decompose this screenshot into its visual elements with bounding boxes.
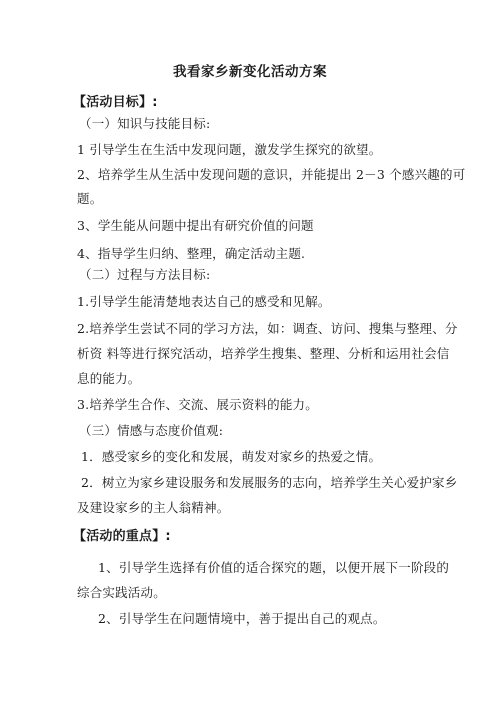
section2-item-2-end: 息的能力。 [77, 371, 141, 386]
key-points-heading: 【活动的重点】: [73, 529, 171, 544]
key-point-1-continued: 综合实践活动。 [77, 585, 166, 600]
section1-item-2: 2、培养学生从生活中发现问题的意识，并能提出 2－3 个感兴趣的可 [77, 167, 466, 182]
section2-item-1: 1.引导学生能清楚地表达自己的感受和见解。 [77, 294, 331, 309]
section3-item-2-continued: 及建设家乡的主人翁精神。 [77, 500, 230, 515]
section2-item-3: 3.培养学生合作、交流、展示资料的能力。 [77, 397, 318, 412]
section2-item-2-continued: 析资 料等进行探究活动，培养学生搜集、整理、分析和运用社会信 [77, 346, 450, 361]
page-title: 我看家乡新变化活动方案 [173, 64, 327, 80]
section1-item-2-continued: 题。 [77, 191, 103, 206]
section2-item-2: 2.培养学生尝试不同的学习方法，如：调查、访问、搜集与整理、分 [77, 321, 458, 336]
section2-heading: （二）过程与方法目标: [79, 267, 211, 282]
key-point-1: 1、引导学生选择有价值的适合探究的题，以便开展下一阶段的 [98, 560, 450, 575]
section3-heading: （三）情感与态度价值观: [79, 423, 224, 438]
section1-item-4: 4、指导学生归纳、整理，确定活动主题. [77, 246, 306, 261]
section1-item-3: 3、学生能从问题中提出有研究价值的问题 [77, 218, 314, 233]
section1-item-1: 1 引导学生在生活中发现问题，激发学生探究的欲望。 [77, 142, 382, 157]
key-point-2: 2、引导学生在问题情境中，善于提出自己的观点。 [98, 611, 386, 626]
goals-heading: 【活动目标】: [73, 95, 158, 110]
section1-heading: （一）知识与技能目标: [79, 116, 211, 131]
section3-item-1: 1．感受家乡的变化和发展，萌发对家乡的热爱之情。 [81, 449, 382, 464]
section3-item-2: 2．树立为家乡建设服务和发展服务的志向，培养学生关心爱护家乡 [81, 475, 458, 490]
